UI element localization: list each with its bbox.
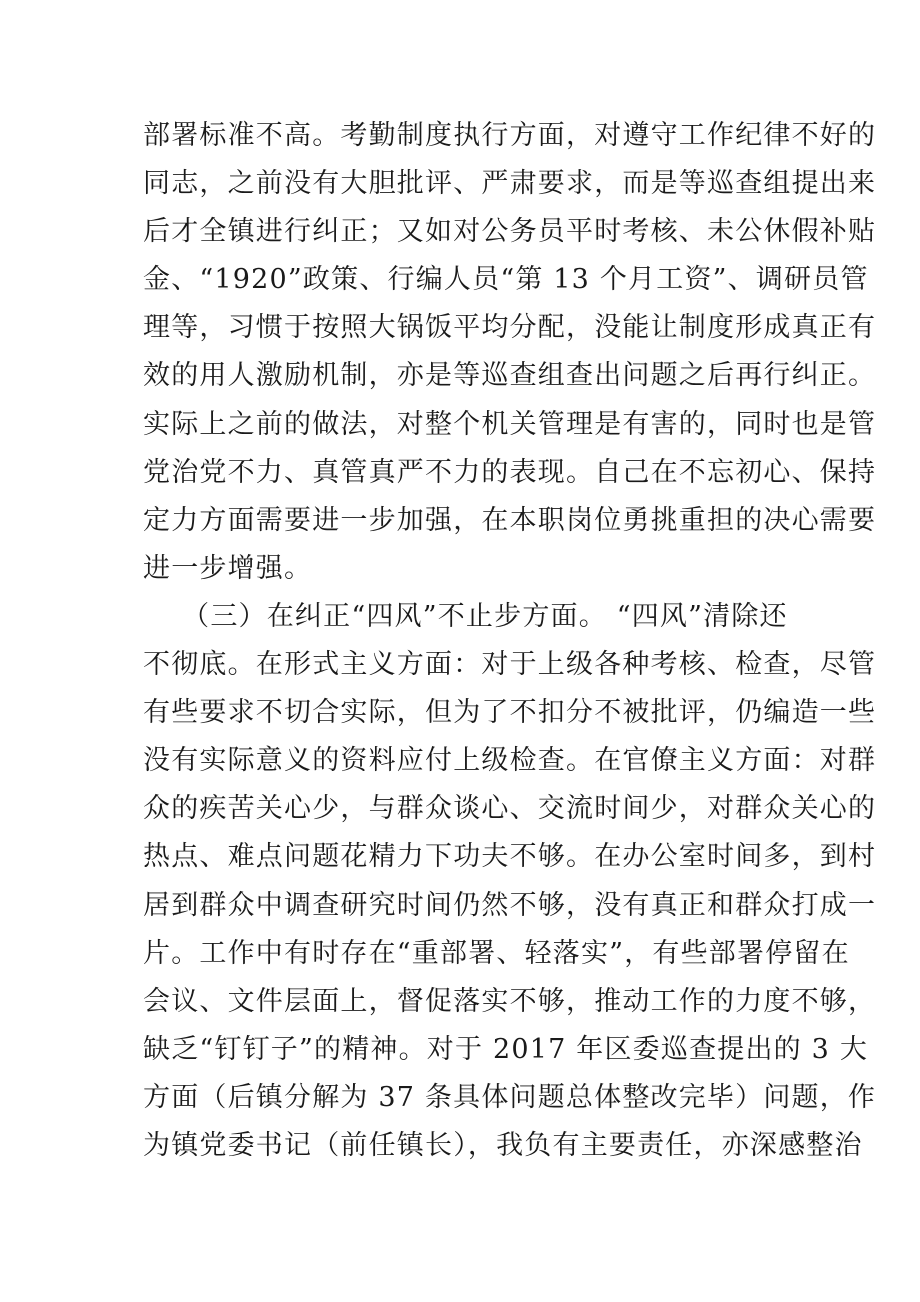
text-line: 为镇党委书记（前任镇长），我负有主要责任，亦深感整治 (143, 1129, 863, 1161)
text-line: 众的疾苦关心少，与群众谈心、交流时间少，对群众关心的 (143, 793, 877, 825)
text-line: 定力方面需要进一步加强，在本职岗位勇挑重担的决心需要 (143, 504, 877, 536)
text-line: 不彻底。在形式主义方面：对于上级各种考核、检查，尽管 (143, 649, 877, 681)
body-text (143, 112, 877, 1170)
text-line: 有些要求不切合实际，但为了不扣分不被批评，仍编造一些 (143, 697, 877, 729)
text-line: 方面（后镇分解为 37 条具体问题总体整改完毕）问题，作 (143, 1081, 877, 1113)
text-line: 效的用人激励机制，亦是等巡查组查出问题之后再行纠正。 (143, 360, 877, 392)
text-line: 会议、文件层面上，督促落实不够，推动工作的力度不够， (143, 985, 877, 1017)
text-line: 热点、难点问题花精力下功夫不够。在办公室时间多，到村 (143, 841, 877, 873)
text-line: 后才全镇进行纠正；又如对公务员平时考核、未公休假补贴 (143, 216, 877, 248)
text-line: 居到群众中调查研究时间仍然不够，没有真正和群众打成一 (143, 889, 877, 921)
section-heading-line: （三）在纠正“四风”不止步方面。 “四风”清除还 (143, 600, 788, 632)
text-line: 金、“1920”政策、行编人员“第 13 个月工资”、调研员管 (143, 264, 869, 296)
text-line: 缺乏“钉钉子”的精神。对于 2017 年区委巡查提出的 3 大 (143, 1033, 869, 1065)
text-line: 部署标准不高。考勤制度执行方面，对遵守工作纪律不好的 (143, 120, 877, 151)
text-line: 理等，习惯于按照大锅饭平均分配，没能让制度形成真正有 (143, 312, 877, 344)
text-line: 党治党不力、真管真严不力的表现。自己在不忘初心、保持 (143, 456, 877, 488)
text-line: 片。工作中有时存在“重部署、轻落实”，有些部署停留在 (143, 937, 850, 969)
text-line: 进一步增强。 (143, 552, 313, 584)
text-line: 没有实际意义的资料应付上级检查。在官僚主义方面：对群 (143, 745, 877, 777)
text-line: 实际上之前的做法，对整个机关管理是有害的，同时也是管 (143, 408, 877, 440)
text-line: 同志，之前没有大胆批评、严肃要求，而是等巡查组提出来 (143, 168, 877, 200)
